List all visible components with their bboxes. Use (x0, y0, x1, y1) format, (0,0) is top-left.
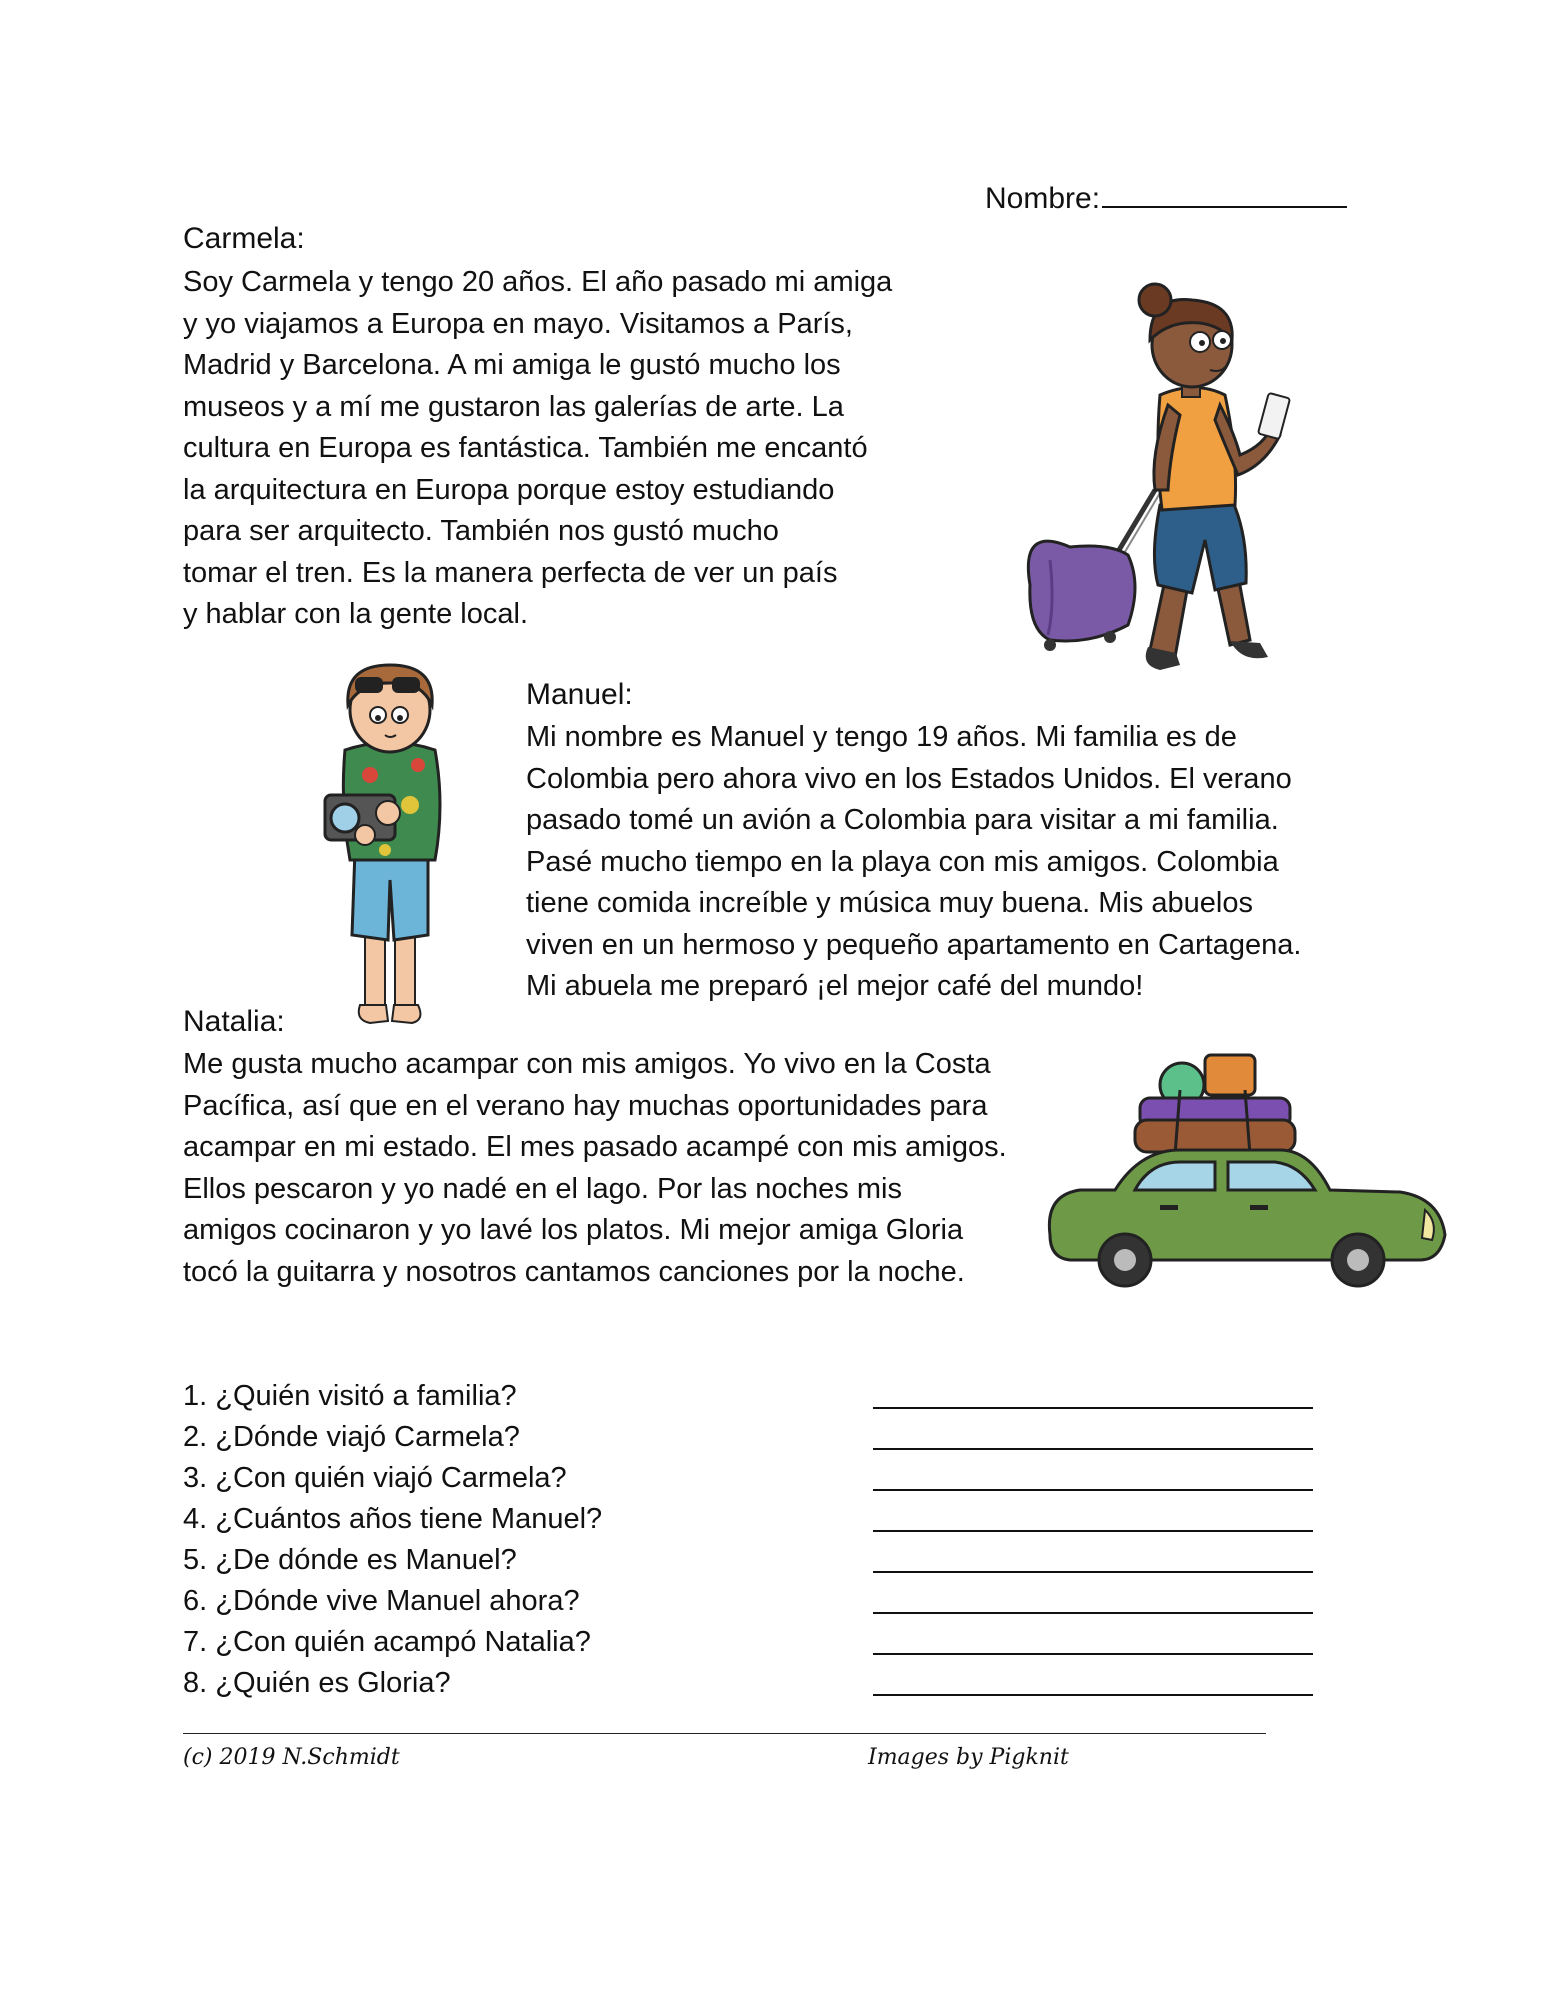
natalia-line: acampar en mi estado. El mes pasado acampé con mis amigos. (183, 1131, 1007, 1163)
question-row (183, 1581, 1313, 1622)
carmela-line: tomar el tren. Es la manera perfecta de ver un país (183, 556, 838, 589)
copyright-text: (c) 2019 N.Schmidt (183, 1745, 400, 1770)
question-text: 7. ¿Con quién acampó Natalia? (183, 1626, 591, 1658)
answer-line[interactable] (873, 1407, 1313, 1409)
name-field (985, 180, 1347, 216)
questions-list (183, 1376, 1313, 1704)
carmela-line: y hablar con la gente local. (183, 598, 528, 630)
carmela-line: cultura en Europa es fantástica. También me encantó (183, 432, 868, 464)
answer-line[interactable] (873, 1694, 1313, 1696)
question-text: 1. ¿Quién visitó a familia? (183, 1380, 517, 1412)
carmela-line: la arquitectura en Europa porque estoy estudiando (183, 473, 835, 506)
question-text: 4. ¿Cuántos años tiene Manuel? (183, 1503, 603, 1535)
answer-line[interactable] (873, 1489, 1313, 1491)
natalia-paragraph (183, 1044, 1007, 1293)
footer-divider (183, 1733, 1266, 1734)
name-input-line[interactable] (1102, 180, 1347, 208)
question-text: 8. ¿Quién es Gloria? (183, 1667, 451, 1699)
manuel-line: Mi abuela me preparó ¡el mejor café del mundo! (526, 970, 1144, 1002)
question-row (183, 1458, 1313, 1499)
question-row (183, 1663, 1313, 1704)
answer-line[interactable] (873, 1653, 1313, 1655)
carmela-line: museos y a mí me gustaron las galerías de arte. La (183, 390, 844, 423)
girl-with-suitcase-illustration (1010, 285, 1350, 675)
carmela-line: Madrid y Barcelona. A mi amiga le gustó mucho los (183, 349, 841, 381)
natalia-heading: Natalia: (183, 1005, 285, 1038)
carmela-line: Soy Carmela y tengo 20 años. El año pasado mi amiga (183, 266, 893, 298)
carmela-line: y yo viajamos a Europa en mayo. Visitamos a París, (183, 307, 853, 340)
carmela-heading: Carmela: (183, 222, 305, 255)
manuel-line: pasado tomé un avión a Colombia para visitar a mi familia. (526, 804, 1279, 836)
question-row (183, 1417, 1313, 1458)
question-text: 6. ¿Dónde vive Manuel ahora? (183, 1585, 580, 1617)
question-text: 5. ¿De dónde es Manuel? (183, 1544, 517, 1576)
manuel-paragraph (526, 717, 1301, 1008)
manuel-line: tiene comida increíble y música muy buena. Mis abuelos (526, 887, 1253, 919)
question-text: 3. ¿Con quién viajó Carmela? (183, 1462, 567, 1494)
manuel-line: Pasé mucho tiempo en la playa con mis amigos. Colombia (526, 845, 1279, 878)
carmela-line: para ser arquitecto. También nos gustó mucho (183, 515, 779, 547)
answer-line[interactable] (873, 1612, 1313, 1614)
natalia-line: amigos cocinaron y yo lavé los platos. Mi mejor amiga Gloria (183, 1214, 964, 1246)
answer-line[interactable] (873, 1571, 1313, 1573)
question-row (183, 1499, 1313, 1540)
car-with-luggage-illustration (1040, 1050, 1460, 1290)
question-row (183, 1376, 1313, 1417)
name-label: Nombre: (985, 182, 1101, 215)
manuel-line: Colombia pero ahora vivo en los Estados Unidos. El verano (526, 762, 1292, 795)
manuel-line: viven en un hermoso y pequeño apartamento en Cartagena. (526, 928, 1302, 961)
natalia-line: Pacífica, así que en el verano hay muchas oportunidades para (183, 1089, 988, 1122)
boy-with-camera-illustration (310, 655, 470, 1030)
manuel-line: Mi nombre es Manuel y tengo 19 años. Mi familia es de (526, 721, 1237, 753)
carmela-paragraph (183, 262, 892, 636)
natalia-line: tocó la guitarra y nosotros cantamos canciones por la noche. (183, 1255, 965, 1288)
manuel-heading: Manuel: (526, 678, 633, 711)
natalia-line: Ellos pescaron y yo nadé en el lago. Por las noches mis (183, 1172, 902, 1205)
question-text: 2. ¿Dónde viajó Carmela? (183, 1421, 520, 1453)
answer-line[interactable] (873, 1530, 1313, 1532)
question-row (183, 1622, 1313, 1663)
image-credit-text: Images by Pigknit (868, 1745, 1069, 1770)
question-row (183, 1540, 1313, 1581)
natalia-line: Me gusta mucho acampar con mis amigos. Yo vivo en la Costa (183, 1048, 991, 1080)
answer-line[interactable] (873, 1448, 1313, 1450)
